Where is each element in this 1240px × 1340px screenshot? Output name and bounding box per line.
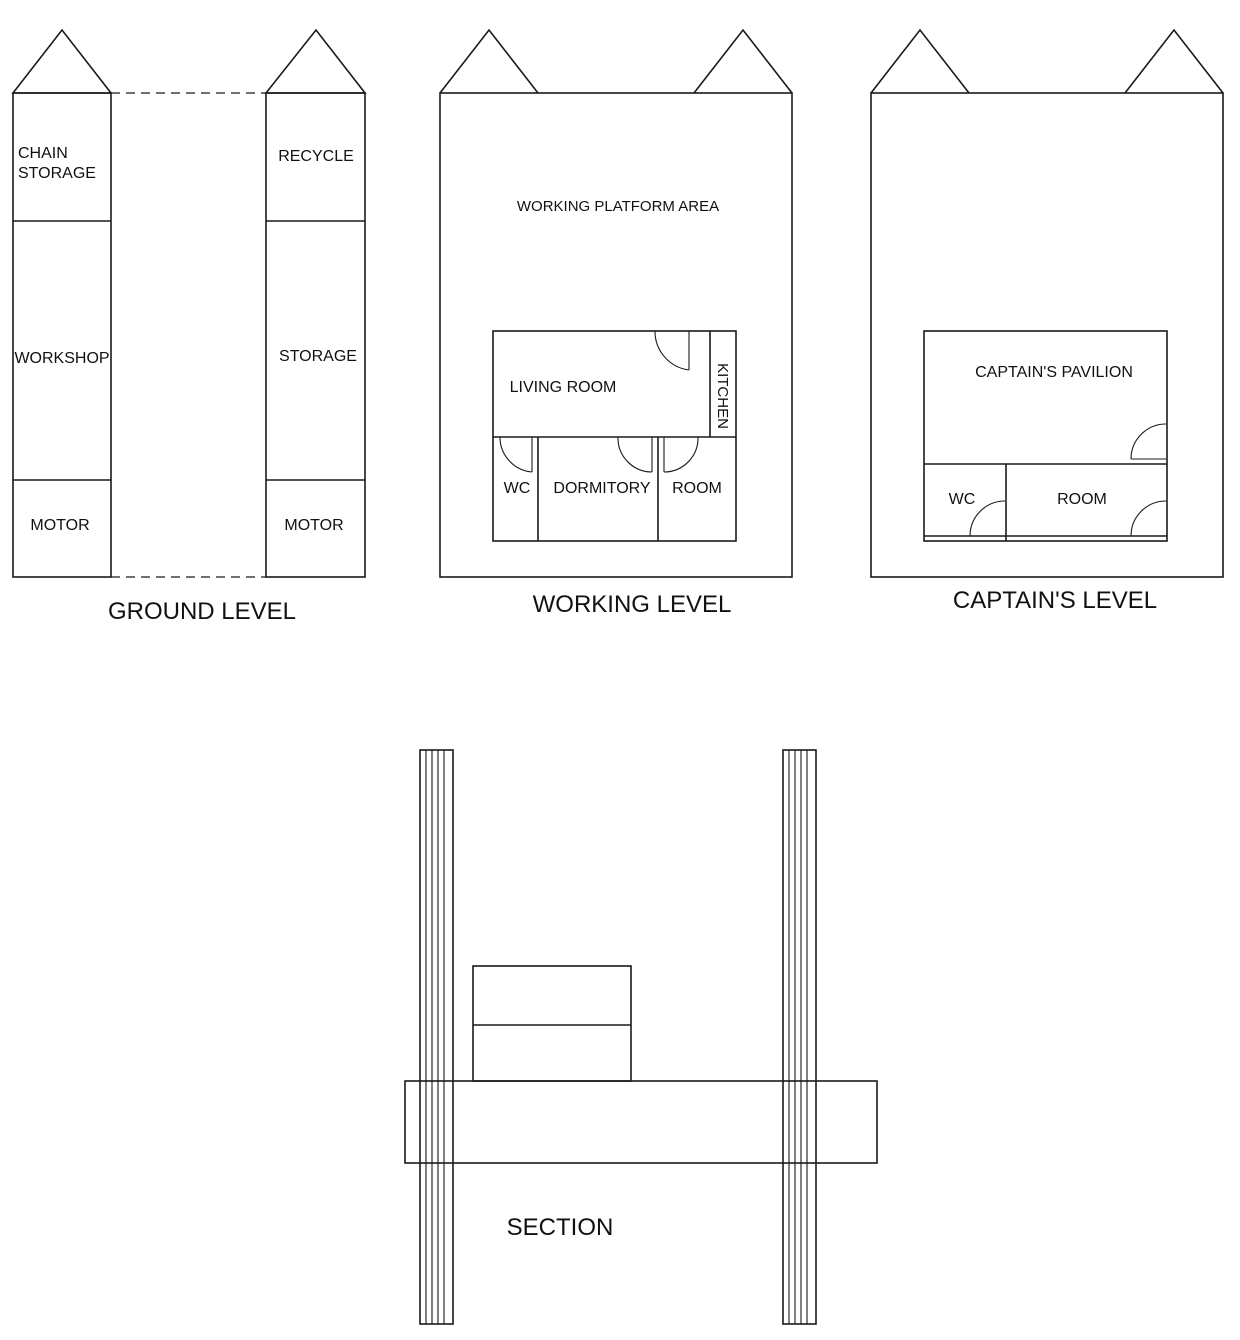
left-roof-peak xyxy=(440,30,538,93)
room-label-room: ROOM xyxy=(672,480,722,497)
room-label-wc: WC xyxy=(503,480,531,497)
left-column xyxy=(420,750,453,1324)
room-label-motor-left: MOTOR xyxy=(30,517,90,534)
room-label-motor-right: MOTOR xyxy=(284,517,344,534)
platform-beam xyxy=(405,1081,877,1163)
room-label-captains-pavilion: CAPTAIN'S PAVILION xyxy=(975,364,1133,381)
door-swing xyxy=(655,331,689,370)
door-swing xyxy=(618,437,652,472)
pavilion-block xyxy=(924,331,1167,541)
room-label-workshop: WORKSHOP xyxy=(14,350,110,367)
accommodation-block xyxy=(493,331,736,541)
right-column xyxy=(783,750,816,1324)
working-level-plan xyxy=(440,30,792,618)
captains-level-plan xyxy=(871,30,1223,614)
right-tower-roof xyxy=(266,30,365,93)
room-label-platform-area: WORKING PLATFORM AREA xyxy=(516,198,720,215)
ground-level-title: GROUND LEVEL xyxy=(107,598,297,625)
door-swing xyxy=(664,437,698,472)
ground-level-plan xyxy=(13,30,365,625)
room-label-chain-storage-2: STORAGE xyxy=(18,165,96,182)
room-label-kitchen: KITCHEN xyxy=(714,363,731,429)
cabin-block xyxy=(473,966,631,1081)
room-label-chain-storage-1: CHAIN xyxy=(18,145,68,162)
section-title: SECTION xyxy=(506,1214,614,1241)
door-swing xyxy=(500,437,532,472)
room-label-living-room: LIVING ROOM xyxy=(509,379,617,396)
section-drawing xyxy=(405,750,877,1324)
captains-level-title: CAPTAIN'S LEVEL xyxy=(952,587,1158,614)
left-tower-roof xyxy=(13,30,111,93)
room-label-wc: WC xyxy=(948,491,976,508)
room-label-room: ROOM xyxy=(1057,491,1107,508)
right-roof-peak xyxy=(694,30,792,93)
left-roof-peak xyxy=(871,30,969,93)
room-label-storage: STORAGE xyxy=(279,348,357,365)
right-roof-peak xyxy=(1125,30,1223,93)
door-swing xyxy=(1131,501,1166,536)
room-label-recycle: RECYCLE xyxy=(278,148,354,165)
right-tower-outline xyxy=(266,93,365,577)
door-swing xyxy=(1131,424,1166,459)
working-level-title: WORKING LEVEL xyxy=(532,591,732,618)
room-label-dormitory: DORMITORY xyxy=(553,480,651,497)
